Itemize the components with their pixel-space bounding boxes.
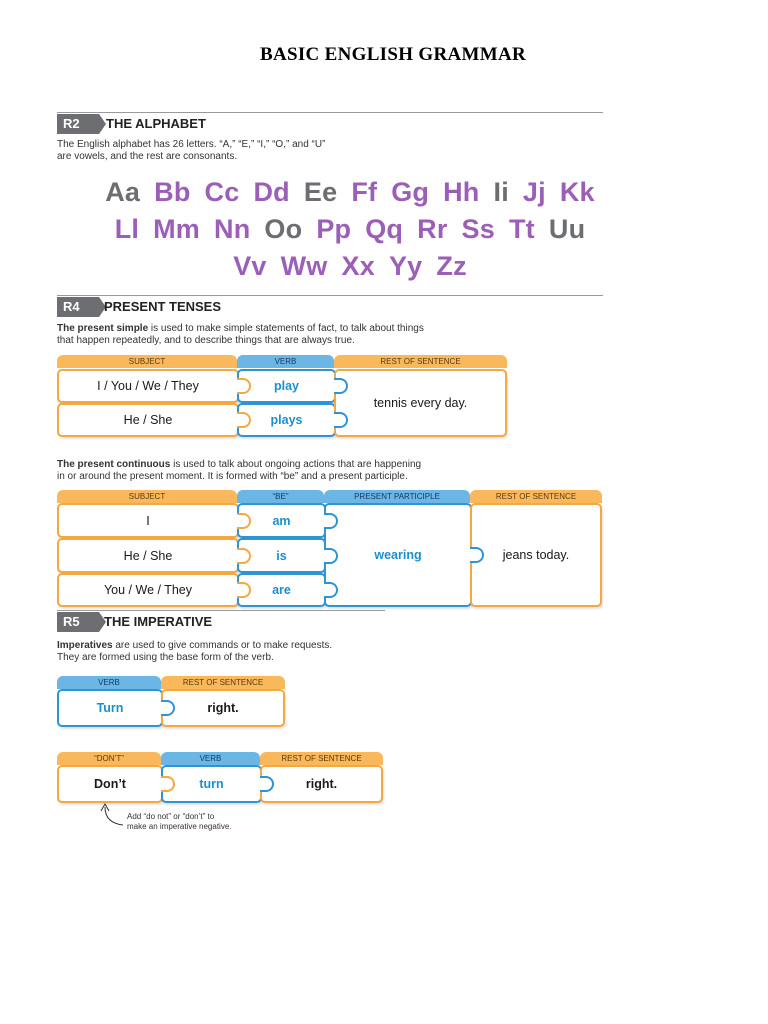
intro-text: is used to talk about ongoing actions that are happening	[170, 459, 422, 470]
intro-bold-term: The present simple	[57, 323, 149, 334]
header-present-participle: PRESENT PARTICIPLE	[324, 490, 470, 503]
header-subject: SUBJECT	[57, 355, 237, 368]
section-divider	[57, 610, 385, 611]
intro-bold-term: The present continuous	[57, 459, 171, 470]
alphabet-intro-line2: are vowels, and the rest are consonants.	[57, 151, 238, 162]
alphabet-row-2	[60, 214, 640, 245]
header-subject: SUBJECT	[57, 490, 237, 503]
document-title: BASIC ENGLISH GRAMMAR	[260, 44, 526, 65]
be-cell: are	[237, 573, 326, 607]
letter-pair: Kk	[559, 177, 595, 207]
intro-text: is used to make simple statements of fact, to talk about things	[148, 323, 424, 334]
present-simple-intro	[57, 323, 424, 347]
alphabet-row-3	[60, 251, 640, 282]
letter-pair: Aa	[105, 177, 141, 207]
letter-pair: Zz	[436, 251, 467, 281]
verb-cell: play	[237, 369, 336, 403]
letter-pair: Gg	[391, 177, 430, 207]
imperative-note	[127, 812, 232, 832]
present-continuous-intro	[57, 459, 421, 483]
rest-of-sentence-cell: right.	[260, 765, 383, 803]
verb-cell: Turn	[57, 689, 163, 727]
header-verb: VERB	[237, 355, 334, 368]
participle-cell: wearing	[324, 503, 472, 607]
be-cell: am	[237, 503, 326, 538]
verb-cell: plays	[237, 403, 336, 437]
letter-pair: Pp	[316, 214, 352, 244]
subject-cell: I	[57, 503, 239, 538]
be-cell: is	[237, 538, 326, 573]
section-divider	[57, 112, 603, 113]
letter-pair: Ii	[493, 177, 509, 207]
intro-text: that happen repeatedly, and to describe things that are always true.	[57, 335, 355, 346]
header-dont: “DON’T”	[57, 752, 161, 765]
section-title-present-tenses: PRESENT TENSES	[104, 299, 222, 314]
letter-pair: Ff	[351, 177, 378, 207]
section-tag-r2: R2	[57, 114, 99, 134]
letter-pair: Hh	[443, 177, 480, 207]
section-tag-r5: R5	[57, 612, 99, 632]
letter-pair: Ww	[280, 251, 328, 281]
section-title-imperative: THE IMPERATIVE	[104, 614, 213, 629]
section-title-alphabet: THE ALPHABET	[106, 116, 206, 131]
alphabet-intro	[57, 139, 325, 163]
alphabet-row-1	[60, 177, 640, 208]
intro-bold-term: Imperatives	[57, 640, 113, 651]
subject-cell: He / She	[57, 403, 239, 437]
letter-pair: Cc	[204, 177, 240, 207]
letter-pair: Nn	[214, 214, 251, 244]
subject-cell: He / She	[57, 538, 239, 573]
letter-pair: Mm	[153, 214, 201, 244]
imperative-intro	[57, 640, 332, 664]
rest-of-sentence-cell: jeans today.	[470, 503, 602, 607]
intro-text: are used to give commands or to make requests.	[112, 640, 333, 651]
letter-pair: Uu	[548, 214, 586, 244]
subject-cell: You / We / They	[57, 573, 239, 607]
header-verb: VERB	[57, 676, 161, 689]
letter-pair: Qq	[365, 214, 404, 244]
letter-pair: Yy	[388, 251, 423, 281]
header-rest-of-sentence: REST OF SENTENCE	[260, 752, 383, 765]
letter-pair: Ll	[114, 214, 140, 244]
alphabet-intro-line1: The English alphabet has 26 letters. “A,” “E,” “I,” “O,” and “U”	[57, 139, 326, 150]
letter-pair: Dd	[253, 177, 290, 207]
letter-pair: Ss	[461, 214, 495, 244]
intro-text: They are formed using the base form of the verb.	[57, 652, 274, 663]
section-divider	[57, 295, 603, 296]
section-tag-r4: R4	[57, 297, 99, 317]
letter-pair: Rr	[417, 214, 448, 244]
note-line1: Add “do not” or “don’t” to	[127, 812, 215, 821]
note-line2: make an imperative negative.	[127, 822, 232, 831]
letter-pair: Vv	[233, 251, 267, 281]
letter-pair: Jj	[522, 177, 546, 207]
header-verb: VERB	[161, 752, 260, 765]
letter-pair: Xx	[341, 251, 375, 281]
letter-pair: Bb	[154, 177, 191, 207]
letter-pair: Oo	[264, 214, 303, 244]
intro-text: in or around the present moment. It is formed with “be” and a present participle.	[57, 471, 408, 482]
letter-pair: Tt	[508, 214, 535, 244]
rest-of-sentence-cell: tennis every day.	[334, 369, 507, 437]
header-rest-of-sentence: REST OF SENTENCE	[334, 355, 507, 368]
verb-cell: turn	[161, 765, 262, 803]
header-rest-of-sentence: REST OF SENTENCE	[161, 676, 285, 689]
header-rest-of-sentence: REST OF SENTENCE	[470, 490, 602, 503]
rest-of-sentence-cell: right.	[161, 689, 285, 727]
letter-pair: Ee	[303, 177, 338, 207]
dont-cell: Don’t	[57, 765, 163, 803]
subject-cell: I / You / We / They	[57, 369, 239, 403]
header-be: “BE”	[237, 490, 324, 503]
